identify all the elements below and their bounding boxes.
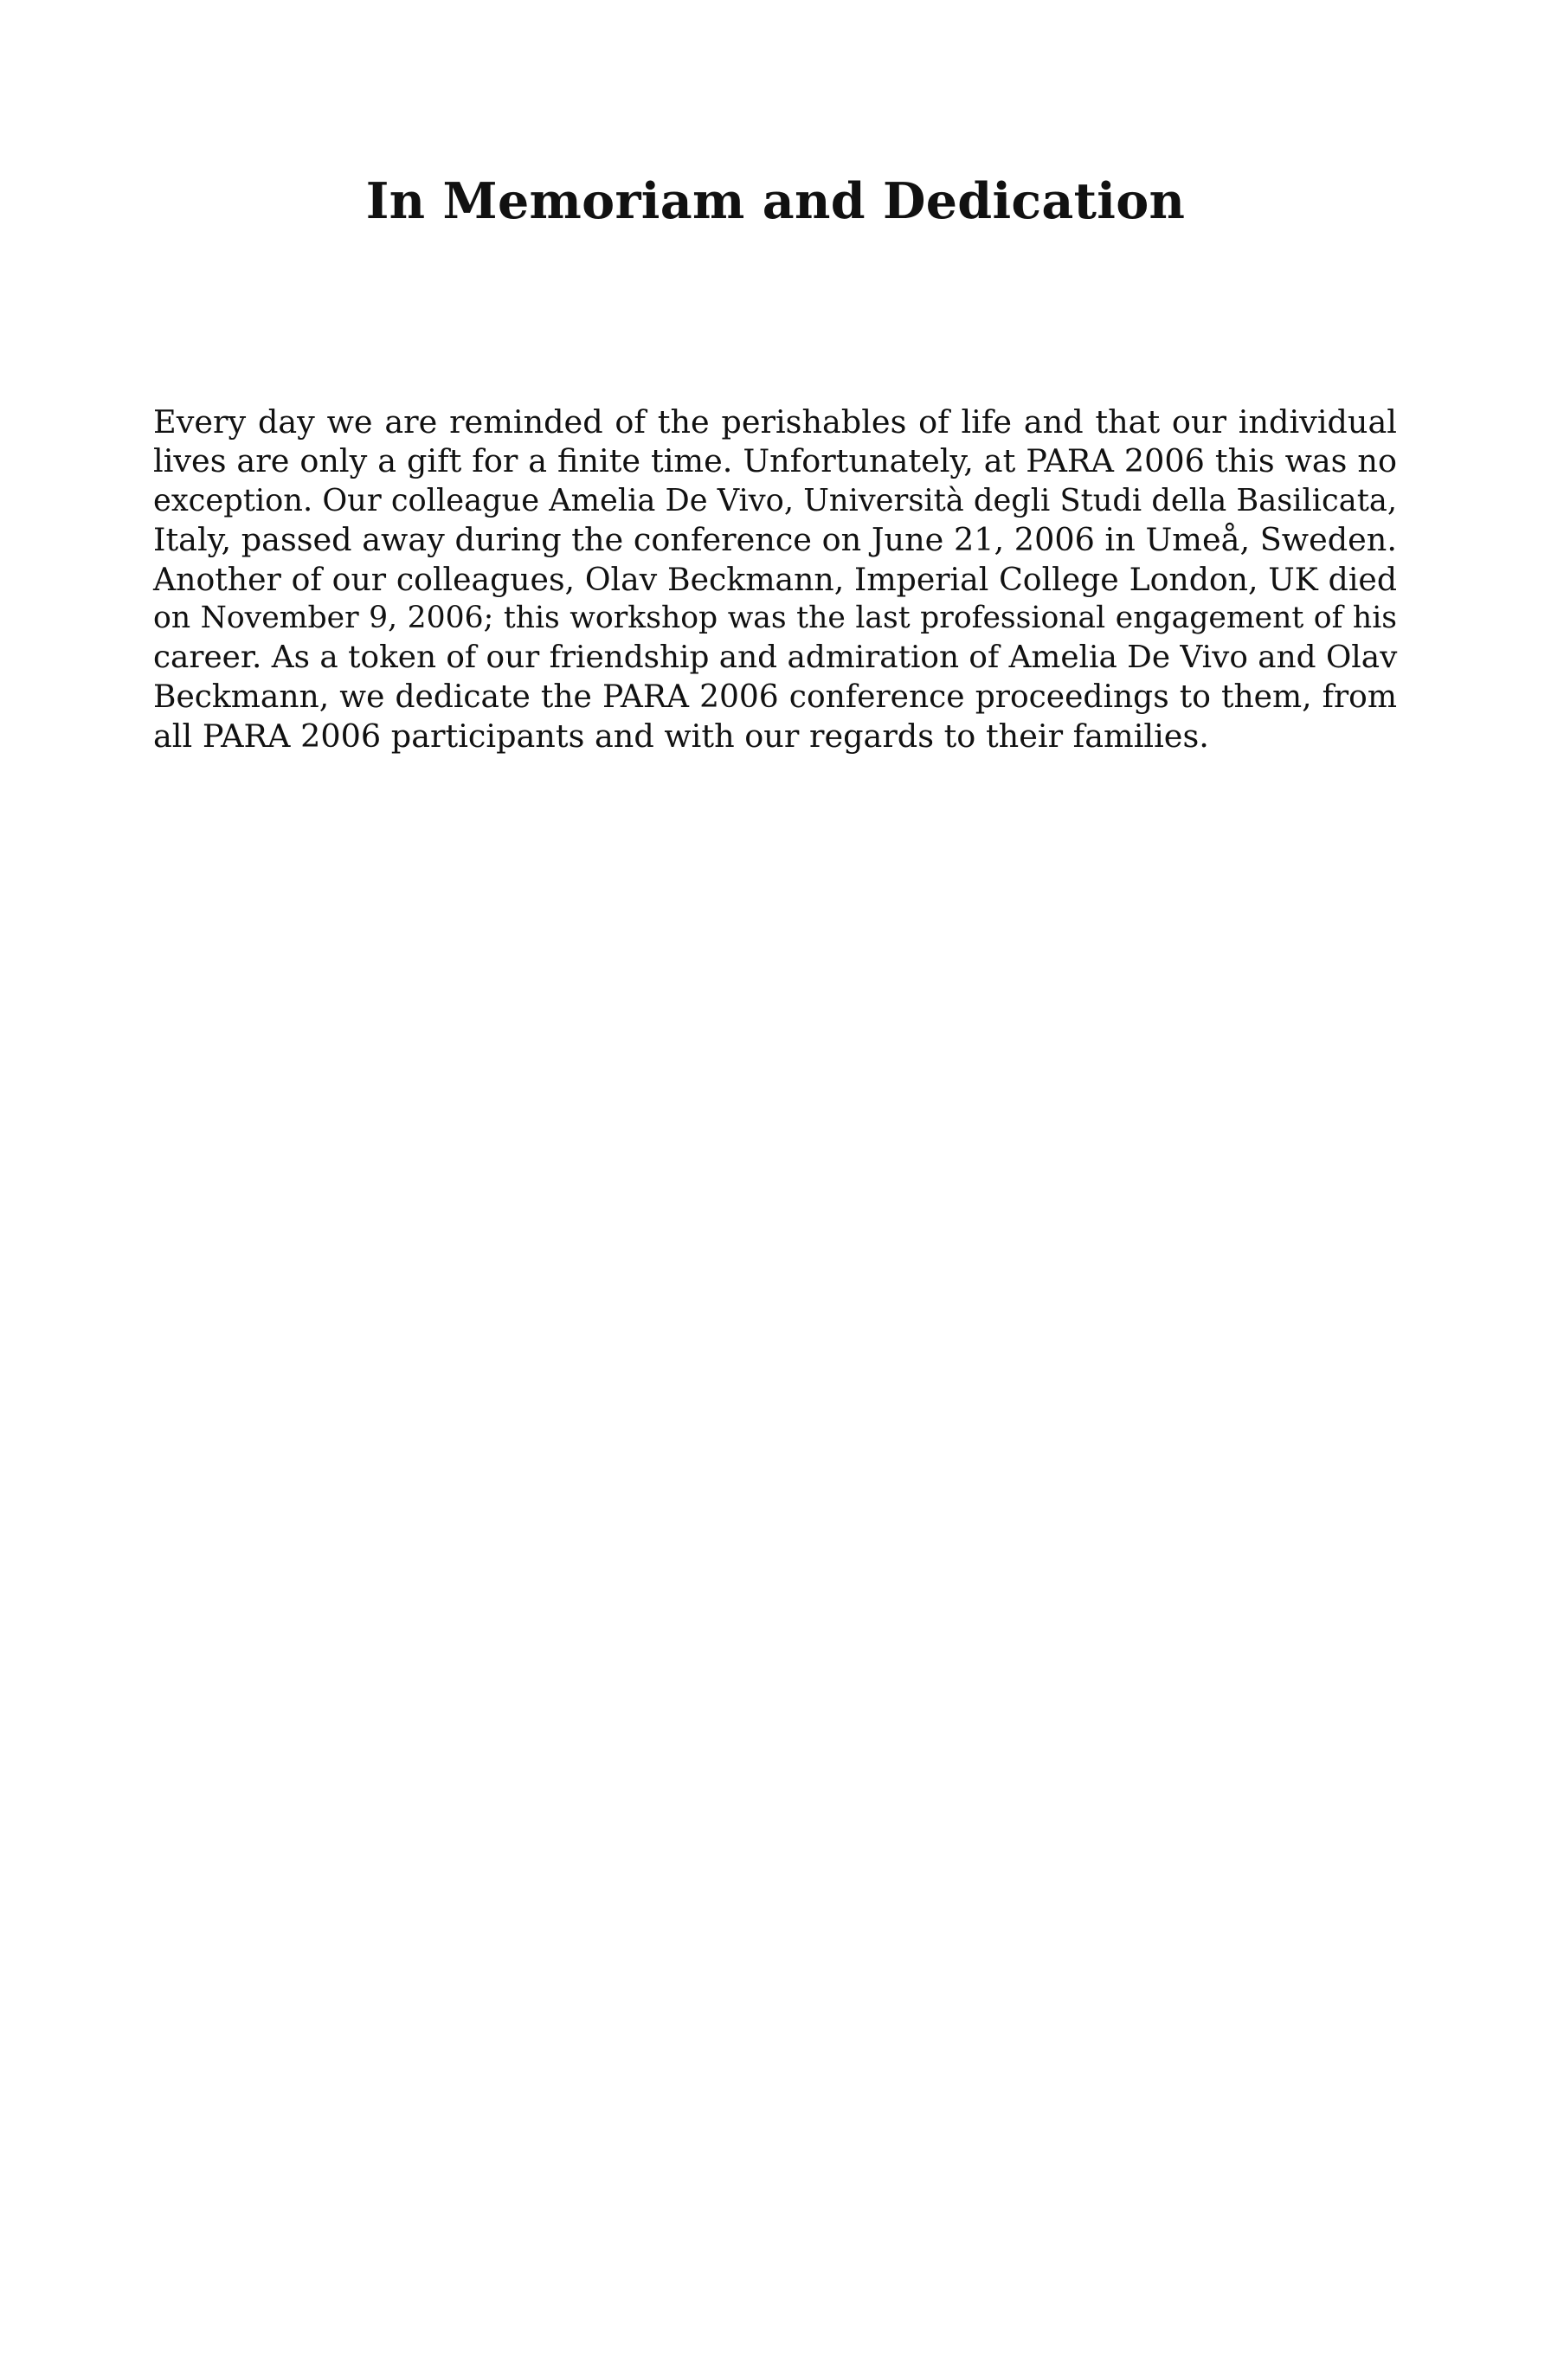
paragraph-line: Every day we are reminded of the perishables of life and that our individual — [153, 403, 1397, 441]
dedication-paragraph — [153, 402, 1397, 756]
paragraph-line: career. As a token of our friendship and admiration of Amelia De Vivo and Olav — [153, 640, 1398, 676]
paragraph-line: Another of our colleagues, Olav Beckmann, Imperial College London, UK died — [153, 560, 1397, 598]
paragraph-line: on November 9, 2006; this workshop was the last professional engagement of his — [153, 600, 1397, 635]
page-title: In Memoriam and Dedication — [365, 172, 1186, 230]
paragraph-line: Beckmann, we dedicate the PARA 2006 conference proceedings to them, from — [153, 679, 1397, 715]
paragraph-line: Italy, passed away during the conference on June 21, 2006 in Umeå, Sweden. — [153, 521, 1397, 559]
paragraph-line: lives are only a gift for a finite time. Unfortunately, at PARA 2006 this was no — [153, 442, 1397, 480]
paragraph-line: exception. Our colleague Amelia De Vivo, Università degli Studi della Basilicata, — [153, 482, 1398, 518]
paragraph-line: all PARA 2006 participants and with our regards to their families. — [153, 717, 1209, 756]
